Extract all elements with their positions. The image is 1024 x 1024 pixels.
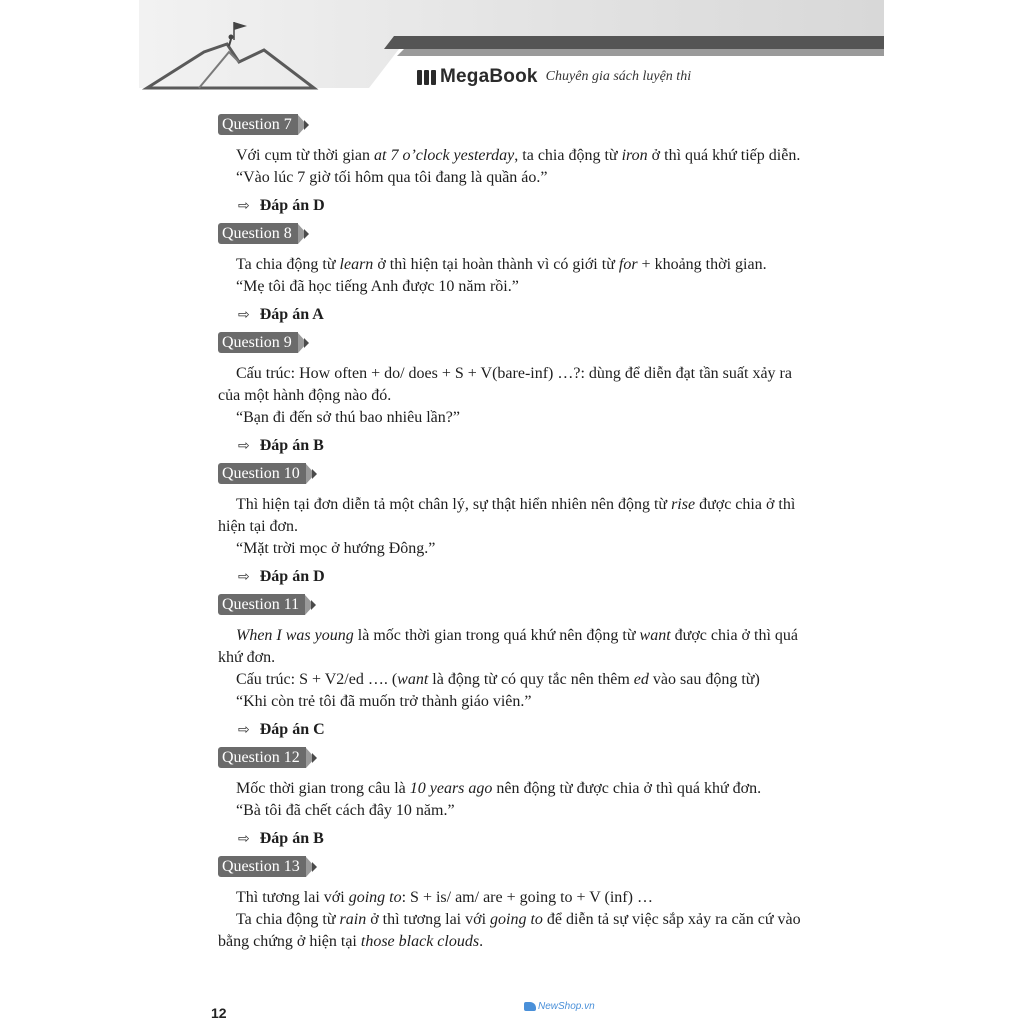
- answer-line: [238, 304, 818, 326]
- translation-quote: “Mẹ tôi đã học tiếng Anh được 10 năm rồi.”: [236, 278, 519, 295]
- translation-quote: “Bà tôi đã chết cách đây 10 năm.”: [236, 802, 455, 819]
- translation-quote: “Vào lúc 7 giờ tối hôm qua tôi đang là quần áo.”: [236, 169, 548, 186]
- answer-text: Đáp án A: [259, 306, 324, 323]
- question-label: [218, 332, 309, 353]
- question-label-text: Question 9: [218, 332, 298, 353]
- question-label: [218, 114, 309, 135]
- brand-logo: [417, 64, 691, 90]
- question-block: [218, 463, 818, 588]
- page-header: [139, 0, 884, 100]
- explanation: Ta chia động từ rain ở thì tương lai với going to để diễn tả sự việc sắp xảy ra căn cứ vào bằng chứng ở hiện tại those black clouds.: [218, 911, 801, 950]
- arrow-right-icon: ⇨: [238, 722, 250, 738]
- question-label-text: Question 11: [218, 594, 305, 615]
- question-block: [218, 594, 818, 741]
- structure-note: Thì tương lai với going to: S + is/ am/ are + going to + V (inf) …: [236, 889, 653, 906]
- page-number: 12: [211, 1005, 227, 1021]
- answer-line: [238, 828, 818, 850]
- answer-text: Đáp án B: [259, 437, 324, 454]
- answer-text: Đáp án D: [259, 197, 325, 214]
- question-block: [218, 856, 818, 953]
- question-label: [218, 856, 317, 877]
- arrow-right-icon: ⇨: [238, 307, 250, 323]
- answer-text: Đáp án C: [259, 721, 325, 738]
- answer-line: [238, 719, 818, 741]
- watermark: [524, 1001, 595, 1012]
- question-block: [218, 747, 818, 850]
- answer-line: [238, 566, 818, 588]
- question-block: [218, 332, 818, 457]
- explanation: Ta chia động từ learn ở thì hiện tại hoàn thành vì có giới từ for + khoảng thời gian.: [236, 256, 767, 273]
- question-label: [218, 463, 317, 484]
- question-label-text: Question 7: [218, 114, 298, 135]
- translation-quote: “Khi còn trẻ tôi đã muốn trở thành giáo viên.”: [236, 693, 532, 710]
- explanation: Mốc thời gian trong câu là 10 years ago nên động từ được chia ở thì quá khứ đơn.: [236, 780, 762, 797]
- explanation: Thì hiện tại đơn diễn tả một chân lý, sự thật hiển nhiên nên động từ rise được chia ở thì hiện tại đơn.: [218, 496, 796, 535]
- shop-logo-icon: [524, 1002, 536, 1011]
- arrow-right-icon: ⇨: [238, 438, 250, 454]
- arrow-right-icon: ⇨: [238, 198, 250, 214]
- question-label: [218, 223, 309, 244]
- translation-quote: “Bạn đi đến sở thú bao nhiêu lần?”: [236, 409, 460, 426]
- brand-tagline: Chuyên gia sách luyện thi: [545, 69, 692, 84]
- answer-text: Đáp án B: [259, 830, 324, 847]
- question-label-text: Question 10: [218, 463, 306, 484]
- explanation: Cấu trúc: How often + do/ does + S + V(bare-inf) …?: dùng để diễn đạt tần suất xảy ra của một hành động nào đó.: [218, 365, 792, 404]
- question-block: [218, 114, 818, 217]
- brand-name: MegaBook: [440, 66, 538, 87]
- brand-bars-icon: [417, 70, 436, 85]
- book-page: [139, 0, 884, 1024]
- question-label-text: Question 8: [218, 223, 298, 244]
- explanation: Với cụm từ thời gian at 7 o’clock yesterday, ta chia động từ iron ở thì quá khứ tiếp diễn.: [236, 147, 801, 164]
- question-block: [218, 223, 818, 326]
- watermark-text: NewShop.vn: [538, 1001, 595, 1012]
- answer-line: [238, 435, 818, 457]
- translation-quote: “Mặt trời mọc ở hướng Đông.”: [236, 540, 436, 557]
- question-label: [218, 594, 316, 615]
- question-label-text: Question 12: [218, 747, 306, 768]
- answer-text: Đáp án D: [259, 568, 325, 585]
- answer-line: [238, 195, 818, 217]
- question-label-text: Question 13: [218, 856, 306, 877]
- arrow-right-icon: ⇨: [238, 569, 250, 585]
- question-label: [218, 747, 317, 768]
- answers-content: [218, 114, 818, 953]
- explanation: When I was young là mốc thời gian trong quá khứ nên động từ want được chia ở thì quá khứ đơn.: [218, 627, 798, 666]
- arrow-right-icon: ⇨: [238, 831, 250, 847]
- structure-note: Cấu trúc: S + V2/ed …. (want là động từ có quy tắc nên thêm ed vào sau động từ): [236, 671, 760, 688]
